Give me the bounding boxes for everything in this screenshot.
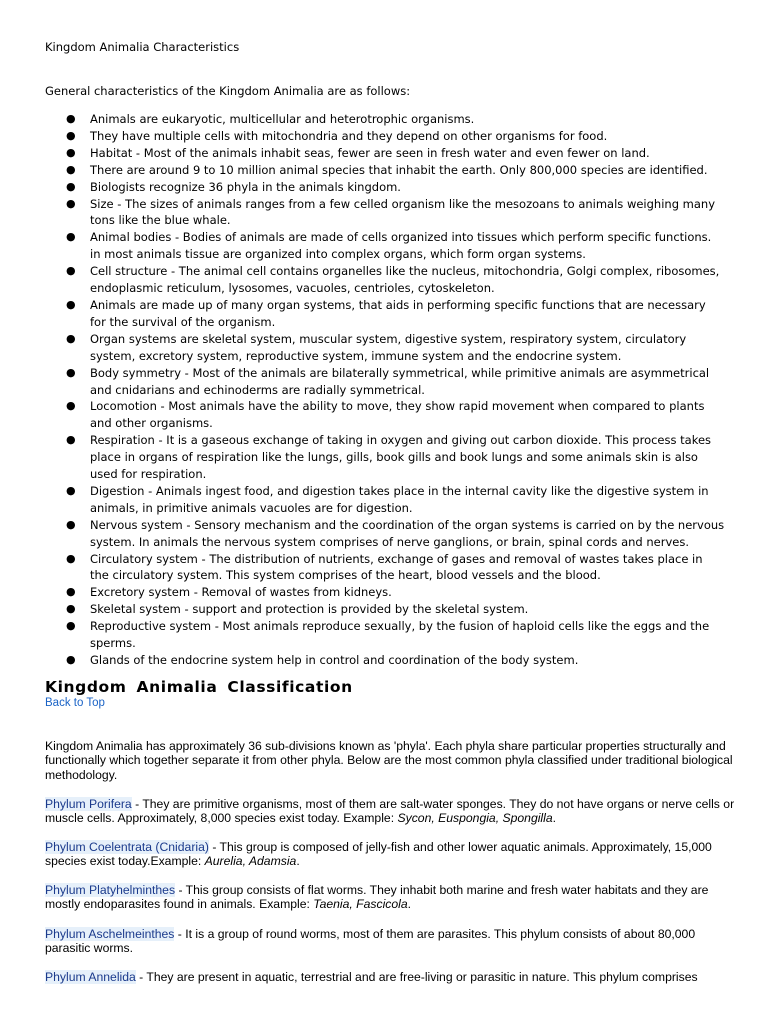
bullet-icon: ● — [66, 230, 76, 244]
list-item: ● Reproductive system - Most animals reproduce sexually, by the fusion of haploid cells like the eggs and the sperms. — [66, 619, 710, 651]
list-item: ● Skeletal system - support and protection is provided by the skeletal system. — [66, 602, 529, 617]
phylum-paragraph: Phylum Aschelmeinthes - It is a group of round worms, most of them are parasites. This phylum consists of about 80,000 parasitic worms. — [45, 927, 696, 956]
phylum-paragraph: Phylum Annelida - They are present in aquatic, terrestrial and are free-living or parasitic in nature. This phylum comprises — [45, 970, 698, 984]
classification-intro: Kingdom Animalia has approximately 36 sub-divisions known as 'phyla'. Each phyla share particular properties structurally and functionally which together separate it from other phyla. Below are the most common phyla classified under traditional biological methodology. — [45, 739, 733, 782]
phylum-link[interactable]: Phylum Coelentrata (Cnidaria) — [45, 840, 209, 854]
bullet-icon: ● — [66, 365, 76, 379]
intro-text: General characteristics of the Kingdom Animalia are as follows: — [45, 84, 411, 98]
list-item: ● Glands of the endocrine system help in control and coordination of the body system. — [66, 653, 579, 667]
phylum-paragraph: Phylum Porifera - They are primitive organisms, most of them are salt-water sponges. They do not have organs or nerve cells or muscle cells. Approximately, 8,000 species exist today. Example: Sycon, Euspongia, Spongilla. — [45, 797, 735, 826]
bullet-icon: ● — [66, 145, 76, 159]
page-title: Kingdom Animalia Characteristics — [45, 40, 240, 54]
list-item: ● Habitat - Most of the animals inhabit seas, fewer are seen in fresh water and even fewer on land. — [66, 145, 650, 160]
phylum-link[interactable]: Phylum Platyhelminthes — [45, 883, 176, 897]
list-item: ● They have multiple cells with mitochondria and they depend on other organisms for food. — [66, 128, 608, 143]
list-item: ● Cell structure - The animal cell contains organelles like the nucleus, mitochondria, Golgi complex, ribosomes, endoplasmic reticulum, lysosomes, vacuoles, centrioles, cytoskeleton. — [66, 264, 720, 296]
bullet-icon: ● — [66, 483, 76, 497]
list-item: ● Circulatory system - The distribution of nutrients, exchange of gases and removal of wastes takes place in the circulatory system. This system comprises of the heart, blood vessels and the blood. — [66, 551, 703, 583]
bullet-icon: ● — [66, 653, 76, 666]
phylum-link[interactable]: Phylum Annelida — [45, 970, 136, 984]
list-item: ● Excretory system - Removal of wastes from kidneys. — [66, 585, 392, 600]
bullet-icon: ● — [66, 297, 76, 311]
phylum-paragraph: Phylum Coelentrata (Cnidaria) - This group is composed of jelly-fish and other lower aquatic animals. Approximately, 15,000 species exist today.Example: Aurelia, Adamsia. — [45, 840, 712, 869]
list-item: ● Organ systems are skeletal system, muscular system, digestive system, respiratory system, circulatory system, excretory system, reproductive system, immune system and the endocrine system. — [66, 331, 687, 363]
bullet-icon: ● — [66, 128, 76, 142]
back-to-top-link[interactable]: Back to Top — [45, 697, 105, 709]
bullet-icon: ● — [66, 196, 76, 210]
bullet-icon: ● — [66, 179, 76, 193]
list-item: ● Size - The sizes of animals ranges from a few celled organism like the mesozoans to animals weighing many tons like the blue whale. — [66, 196, 715, 228]
bullet-icon: ● — [66, 602, 76, 616]
list-item: ● There are around 9 to 10 million animal species that inhabit the earth. Only 800,000 species are identified. — [66, 162, 708, 177]
list-item: ● Nervous system - Sensory mechanism and the coordination of the organ systems is carried on by the nervous system. In animals the nervous system comprises of nerve ganglions, or brain, spinal cords and nerves. — [66, 517, 725, 549]
list-item: ● Respiration - It is a gaseous exchange of taking in oxygen and giving out carbon dioxide. This process takes place in organs of respiration like the lungs, gills, book gills and book lungs and some animals skin is also used for respiration. — [66, 433, 712, 482]
bullet-icon: ● — [66, 517, 76, 531]
bullet-icon: ● — [66, 433, 76, 447]
phylum-paragraph: Phylum Platyhelminthes - This group consists of flat worms. They inhabit both marine and fresh water habitats and they are mostly endoparasites found in animals. Example: Taenia, Fascicola. — [45, 883, 709, 912]
phylum-link[interactable]: Phylum Porifera — [45, 797, 132, 811]
characteristics-list — [45, 111, 725, 669]
list-item: ● Animals are eukaryotic, multicellular and heterotrophic organisms. — [66, 112, 475, 126]
bullet-icon: ● — [66, 585, 76, 599]
bullet-icon: ● — [66, 619, 76, 633]
list-item: ● Locomotion - Most animals have the ability to move, they show rapid movement when compared to plants and other organisms. — [66, 399, 705, 431]
list-item: ● Body symmetry - Most of the animals are bilaterally symmetrical, while primitive animals are asymmetrical and cnidarians and echinoderms are radially symmetrical. — [66, 365, 710, 397]
bullet-icon: ● — [66, 551, 76, 565]
phylum-link[interactable]: Phylum Aschelmeinthes — [45, 927, 175, 941]
bullet-icon: ● — [66, 162, 76, 176]
list-item: ● Biologists recognize 36 phyla in the animals kingdom. — [66, 179, 401, 194]
list-item: ● Digestion - Animals ingest food, and digestion takes place in the internal cavity like the digestive system in animals, in primitive animals vacuoles are for digestion. — [66, 483, 709, 515]
classification-heading: Kingdom Animalia Classification — [45, 678, 353, 696]
bullet-icon: ● — [66, 399, 76, 413]
bullet-icon: ● — [66, 264, 76, 278]
list-item: ● Animal bodies - Bodies of animals are made of cells organized into tissues which perform specific functions. in most animals tissue are organized into complex organs, which form organ systems. — [66, 230, 712, 262]
bullet-icon: ● — [66, 112, 76, 125]
bullet-icon: ● — [66, 331, 76, 345]
list-item: ● Animals are made up of many organ systems, that aids in performing specific functions that are necessary for the survival of the organism. — [66, 297, 706, 329]
